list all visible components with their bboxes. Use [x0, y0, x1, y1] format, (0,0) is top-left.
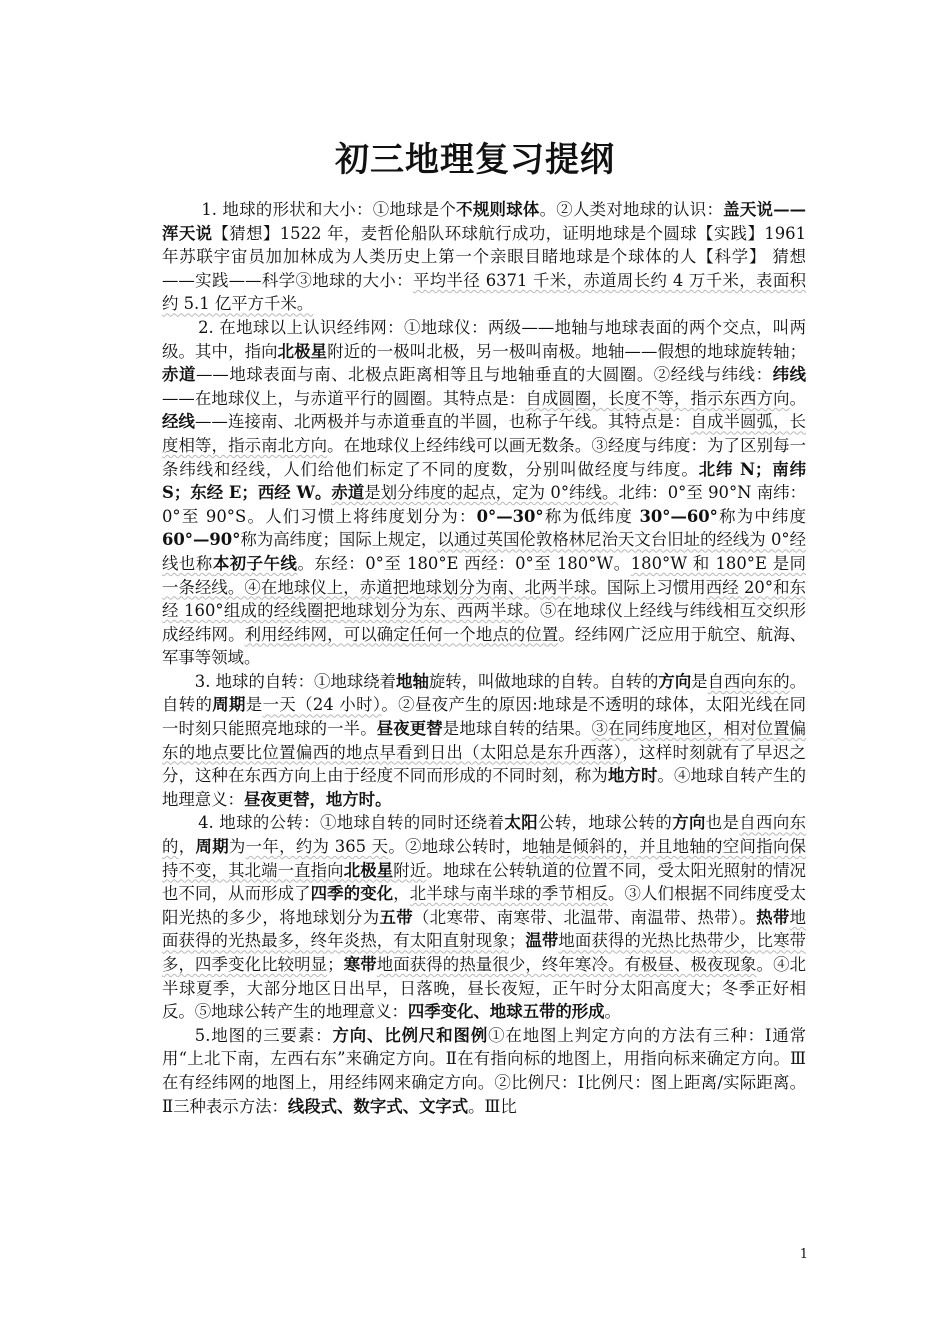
text-run: ，这样时刻就有了早迟之分，这种在东西方向上由于经度不同而形成的不同时刻，称为 [162, 742, 806, 786]
bold-text-run: 五带 [379, 907, 413, 927]
text-run: 为 [228, 837, 246, 857]
text-run: ； [327, 955, 344, 974]
underlined-text-run: 一天（24 小时） [262, 695, 382, 715]
paragraph-earth-rotation [162, 670, 806, 812]
bold-text-run: 方向、比例尺和图例 [332, 1025, 489, 1045]
bold-text-run: 昼夜更替 [376, 719, 443, 739]
bold-text-run: 经线 [162, 412, 196, 432]
bold-text-run: 赤道 [162, 365, 196, 385]
underlined-text-run: 自成半圆弧，长度相等，指示南北方向 [162, 412, 807, 455]
bold-text-run: 地轴 [396, 671, 429, 691]
text-run: 旋转，叫做地球的自转。自转的 [428, 671, 659, 691]
paragraph-earth-revolution [162, 811, 806, 1023]
bold-text-run: 60°—90° [162, 530, 241, 550]
bold-text-run: 寒带 [343, 955, 377, 974]
underlined-text-run: 地面获得的光热比热带少，比寒带多，四季变化比较明显 [162, 931, 807, 974]
text-run: ， [393, 884, 410, 904]
paragraph-earth-shape [162, 198, 806, 316]
text-run: 北纬：0°至 90°N 南纬：0°至 90°S。人们习惯上将纬度划分为： [162, 483, 807, 526]
bold-text-run: 四季变化、地球五带的形成 [407, 1002, 605, 1022]
text-run: 1. 地球的形状和大小：①地球是个 [201, 200, 457, 219]
text-run: 。②地球公转时， [388, 837, 523, 857]
text-run: 。④北半球夏季，大部分地区日出早，日落晚，昼长夜短，正午时分太阳高度大；冬季正好相反。⑤地球公转产生的地理意义： [162, 955, 807, 1022]
bold-text-run: 北纬 N；南纬 S；东经 E；西经 W。 [162, 459, 806, 503]
bold-text-run: 北极星 [343, 860, 394, 880]
text-run: 公转，地球公转的 [538, 813, 673, 833]
text-run: 。③人们根据不同纬度受太阳光热的多少，将地球划分为 [162, 884, 807, 927]
text-run: 。自转的 [162, 671, 807, 715]
bold-text-run: 30°—60° [639, 506, 718, 526]
bold-text-run: 昼夜更替，地方时。 [243, 789, 392, 809]
underlined-text-run: 一年，约为 365 天 [245, 837, 389, 857]
text-run: 。东经：0°至 180°E 西经：0°至 180°W。 [297, 553, 631, 573]
bold-text-run: 温带 [525, 931, 559, 951]
text-run: 附近的一极叫北极，另一极叫南极。地轴——假想的地球旋转轴； [327, 341, 807, 361]
bold-text-run: 纬线 [772, 365, 807, 385]
text-run: 5.地图的三要素： [194, 1025, 333, 1045]
bold-text-run: 周期 [195, 837, 229, 857]
underlined-text-run: 附近 [393, 860, 427, 880]
underlined-text-run: 地面获得的光热最多，终年炎热，有太阳直射现象 [162, 907, 807, 951]
text-run: 是地球自转的结果。 [442, 719, 592, 739]
underlined-text-run: 利用经纬网，可以确定任何一个地点的位置 [244, 624, 559, 644]
text-run: （北寒带、南寒带、北温带、南温带、热带）。 [412, 907, 757, 927]
text-run: 3. 地球的自转：①地球绕着 [194, 671, 397, 691]
underlined-text-run: 自西向东的 [707, 671, 790, 691]
underlined-text-run: ③在同纬度地区，相对位置偏东的地点要比位置偏西的地点早看到日出（太阳总是东升西落） [162, 719, 807, 762]
bold-text-run: 周期 [212, 695, 246, 715]
text-run: 。经纬网广泛应用于航空、航海、军事等领域。 [162, 624, 807, 668]
underlined-text-run: 北半球与南半球的季节相反 [409, 884, 608, 904]
bold-text-run: 本初子午线 [212, 553, 298, 573]
text-run: 【猜想】1522 年，麦哲伦船队环球航行成功，证明地球是个圆球【实践】1961 年苏联宇宙员加加林成为人类历史上第一个亲眼目睹地球是个球体的人【科学】 猜想——实践——科学③地球的大小： [162, 223, 806, 290]
bold-text-run: 方向 [672, 813, 706, 833]
text-run: 。④地球自转产生的地理意义： [162, 766, 807, 809]
paragraph-graticule [162, 316, 806, 670]
bold-text-run: 赤道 [331, 483, 365, 503]
text-run: 是 [691, 671, 708, 691]
text-run: ——地球表面与南、北极点距离相等且与地轴垂直的大圆圈。②经线与纬线： [195, 365, 773, 385]
underlined-text-run: 西经 20°和东经 160°组成的经线圈把地球划分为东、西两半球 [162, 577, 807, 621]
underlined-text-run: 地轴是倾斜的，并且地轴的空间指向保持不变，其北端一直指向 [162, 837, 807, 880]
text-run: 。⑤在地球仪上经线与纬线相互交织形成经纬网。 [162, 601, 806, 644]
text-run: 称为高纬度；国际上规定， [240, 530, 438, 550]
underlined-text-run: 是划分纬度的起点，定为 0°纬线。 [364, 483, 619, 503]
text-run: 。 [789, 388, 807, 408]
text-run: 是 [245, 695, 263, 715]
text-run: ①在地图上判定方向的方法有三种：Ⅰ通常用“上北下南，左西右东”来确定方向。Ⅱ在有指向标的地图上，用指向标来确定方向。Ⅲ在有经纬网的地图上，用经纬网来确定方向。②比例尺：Ⅰ比例尺：图上距离/实际距离。Ⅱ三种表示方法： [162, 1025, 806, 1116]
bold-text-run: 北极星 [277, 341, 328, 361]
document-body [162, 198, 806, 1118]
underlined-text-run: 自西向东的 [162, 813, 806, 857]
text-run: 2. 在地球以上认识经纬网：①地球仪：两级——地轴与地球表面的两个交点，叫两级。其中，指向 [162, 317, 806, 361]
bold-text-run: 方向 [658, 671, 692, 691]
text-run: 。 [604, 1002, 621, 1022]
paragraph-map-elements [162, 1024, 806, 1118]
bold-text-run: 太阳 [504, 813, 538, 833]
bold-text-run: 热带 [756, 907, 790, 927]
text-run: 4. 地球的公转：①地球自转的同时还绕着 [198, 813, 505, 833]
text-run: 。②人类对地球的认识： [539, 200, 724, 219]
text-run: 称为低纬度 [543, 506, 640, 526]
text-run: ； [508, 931, 526, 951]
text-run: 称为中纬度 [717, 506, 806, 526]
bold-text-run: 盖天说—— 浑天说 [162, 200, 807, 243]
text-run: 。Ⅲ比 [468, 1096, 517, 1116]
bold-text-run: 0°—30° [476, 506, 544, 526]
page-title: 初三地理复习提纲 [335, 140, 615, 180]
text-run: 也是 [705, 813, 740, 833]
underlined-text-run: 地面获得的热量很少，终年寒冷。有极昼、极夜现象 [376, 955, 757, 974]
bold-text-run: 不规则球体 [456, 200, 540, 219]
underlined-text-run: 以通过英国伦敦格林尼治天文台旧址的经线为 0°经线也称 [162, 530, 806, 573]
text-run: 。国际上习惯用 [590, 577, 706, 597]
text-run: 。②昼夜产生的原因:地球是不透明的球体，太阳光线在同一时刻只能照亮地球的一半。 [162, 695, 807, 739]
text-run: 。在地球仪上经纬线可以画无数条。③经度与纬度：为了区别每一条纬线和经线，人们给他们标定了不同的度数，分别叫做经度与纬度。 [162, 435, 807, 479]
bold-text-run: 四季的变化 [310, 884, 394, 904]
bold-text-run: 线段式、数字式、文字式 [287, 1096, 469, 1116]
page-number: 1 [799, 1247, 808, 1262]
text-run: ——连接南、北两极并与赤道垂直的半圆，也称子午线。其特点是： [195, 412, 691, 432]
text-run: ——在地球仪上，与赤道平行的圆圈。其特点是： [162, 388, 526, 408]
text-run: ， [178, 837, 196, 857]
underlined-text-run: 自成圆圈，长度不等，指示东西方向 [525, 388, 790, 408]
underlined-text-run: 平均半径 6371 千米，赤道周长约 4 万千米，表面积约 5.1 亿平方千米。 [162, 270, 807, 314]
text-run: 。地球在公转轨道的位置不同，受太阳光照射的情况也不同，从而形成了 [162, 860, 807, 904]
underlined-text-run: 180°W 和 180°E 是同一条经线。④在地球仪上，赤道把地球划分为南、北两半球 [162, 553, 807, 597]
bold-text-run: 地方时 [607, 766, 658, 786]
